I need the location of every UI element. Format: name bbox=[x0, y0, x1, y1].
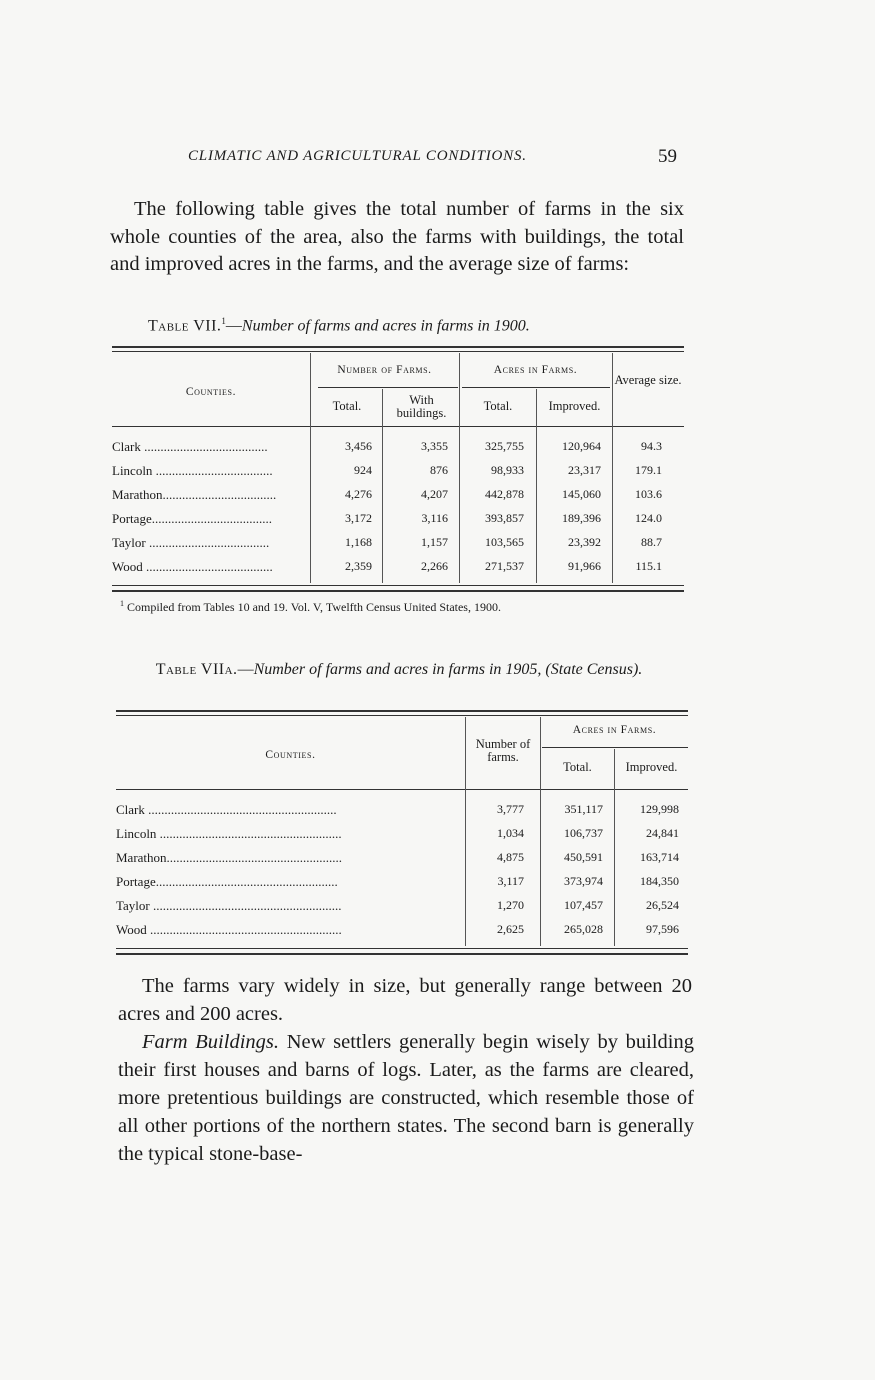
number-of-farms: 1,034 bbox=[497, 826, 524, 840]
average-size: 179.1 bbox=[635, 463, 662, 477]
county-name: Marathon...................................................... bbox=[116, 850, 343, 865]
farms-with-buildings: 2,266 bbox=[421, 559, 448, 573]
table7-header-counties: Counties. bbox=[185, 386, 237, 398]
intro-paragraph: The following table gives the total number of farms in the six whole counties of the area, also the farms with buildings, the total and improved acres in the farms, and the average size of farms: bbox=[110, 198, 684, 275]
farms-total: 924 bbox=[354, 463, 372, 477]
county-name: Marathon................................... bbox=[112, 487, 277, 502]
table7a-row bbox=[0, 850, 875, 872]
county-name: Clark .......................................................... bbox=[116, 802, 337, 817]
table7-row bbox=[0, 439, 875, 461]
table7-caption-title: Number of farms and acres in farms in 1900. bbox=[241, 317, 530, 335]
farms-with-buildings: 3,355 bbox=[421, 439, 448, 453]
table7a-row bbox=[0, 898, 875, 920]
acres-total: 325,755 bbox=[485, 439, 524, 453]
county-name: Portage..................................... bbox=[112, 511, 272, 526]
acres-improved: 145,060 bbox=[562, 487, 601, 501]
farm-buildings-body: New settlers generally begin wisely by building their first houses and barns of logs. Later, as the farms are cleared, more pretentious buildings are constructed, which resemble those of all other portions of the northern states. The second barn is generally the typical stone-base- bbox=[118, 1031, 695, 1165]
table7-row bbox=[0, 511, 875, 533]
acres-improved: 97,596 bbox=[646, 922, 679, 936]
acres-total: 442,878 bbox=[485, 487, 524, 501]
farms-total: 4,276 bbox=[345, 487, 372, 501]
table7-header-improved: Improved. bbox=[548, 399, 601, 413]
acres-total: 265,028 bbox=[564, 922, 603, 936]
table7-header-total: Total. bbox=[332, 399, 362, 413]
table7a-header-counties: Counties. bbox=[265, 749, 316, 761]
acres-improved: 24,841 bbox=[646, 826, 679, 840]
acres-improved: 163,714 bbox=[640, 850, 679, 864]
table7-header-average-size: Average size. bbox=[614, 373, 682, 387]
average-size: 94.3 bbox=[641, 439, 662, 453]
farms-total: 3,172 bbox=[345, 511, 372, 525]
farms-total: 2,359 bbox=[345, 559, 372, 573]
table7a-row bbox=[0, 826, 875, 848]
farm-size-paragraph: The farms vary widely in size, but generally range between 20 acres and 200 acres. bbox=[118, 975, 692, 1025]
acres-improved: 26,524 bbox=[646, 898, 679, 912]
acres-improved: 23,317 bbox=[568, 463, 601, 477]
county-name: Portage........................................................ bbox=[116, 874, 338, 889]
table7a-header-rule bbox=[116, 789, 688, 790]
number-of-farms: 3,777 bbox=[497, 802, 524, 816]
average-size: 88.7 bbox=[641, 535, 662, 549]
table7a-header-total: Total. bbox=[563, 760, 592, 774]
number-of-farms: 1,270 bbox=[497, 898, 524, 912]
table7a-top-rule bbox=[116, 710, 688, 712]
table7-row bbox=[0, 535, 875, 557]
table7-top-rule bbox=[112, 346, 684, 348]
farms-with-buildings: 1,157 bbox=[421, 535, 448, 549]
table7-caption-dash: — bbox=[225, 317, 242, 335]
acres-improved: 189,396 bbox=[562, 511, 601, 525]
farms-total: 1,168 bbox=[345, 535, 372, 549]
acres-total: 351,117 bbox=[564, 802, 603, 816]
table7-header-with-buildings: With buildings. bbox=[396, 393, 447, 420]
acres-total: 373,974 bbox=[564, 874, 603, 888]
farms-total: 3,456 bbox=[345, 439, 372, 453]
farms-with-buildings: 4,207 bbox=[421, 487, 448, 501]
running-head: CLIMATIC AND AGRICULTURAL CONDITIONS. bbox=[188, 148, 527, 164]
footnote-text: Compiled from Tables 10 and 19. Vol. V, Twelfth Census United States, 1900. bbox=[127, 600, 501, 614]
table7a-header-acres-in-farms: Acres in Farms. bbox=[572, 724, 657, 736]
table7-group-rule-1 bbox=[318, 387, 458, 388]
table7a-header-improved: Improved. bbox=[625, 760, 678, 774]
acres-total: 98,933 bbox=[491, 463, 524, 477]
acres-improved: 184,350 bbox=[640, 874, 679, 888]
table7-caption bbox=[148, 316, 668, 335]
farms-with-buildings: 876 bbox=[430, 463, 448, 477]
table7a-row bbox=[0, 802, 875, 824]
number-of-farms: 4,875 bbox=[497, 850, 524, 864]
table7-header-acres-in-farms: Acres in Farms. bbox=[493, 364, 578, 376]
table7-footnote bbox=[120, 599, 501, 615]
table7a-caption-label: Table VIIa. bbox=[155, 661, 238, 678]
county-name: Clark ...................................... bbox=[112, 439, 268, 454]
farm-buildings-lead: Farm Buildings. bbox=[142, 1031, 279, 1053]
acres-total: 103,565 bbox=[485, 535, 524, 549]
table7a-header-number-of-farms: Number of farms. bbox=[475, 737, 531, 764]
table7a-bottom-rule-2 bbox=[116, 953, 688, 955]
county-name: Taylor ..................................... bbox=[112, 535, 270, 550]
table7-header-number-of-farms: Number of Farms. bbox=[337, 364, 432, 376]
farms-with-buildings: 3,116 bbox=[421, 511, 448, 525]
county-name: Lincoln ........................................................ bbox=[116, 826, 342, 841]
table7-top-rule-2 bbox=[112, 351, 684, 352]
county-name: Wood ....................................... bbox=[112, 559, 273, 574]
acres-total: 450,591 bbox=[564, 850, 603, 864]
table7-row bbox=[0, 487, 875, 509]
table7-row bbox=[0, 559, 875, 581]
average-size: 115.1 bbox=[635, 559, 662, 573]
acres-total: 393,857 bbox=[485, 511, 524, 525]
table7a-caption-dash: — bbox=[237, 661, 254, 678]
average-size: 103.6 bbox=[635, 487, 662, 501]
table7a-row bbox=[0, 874, 875, 896]
table7-bottom-rule-2 bbox=[112, 590, 684, 592]
table7-row bbox=[0, 463, 875, 485]
farm-buildings-paragraph bbox=[118, 1028, 694, 1168]
number-of-farms: 3,117 bbox=[497, 874, 524, 888]
acres-improved: 120,964 bbox=[562, 439, 601, 453]
page-number: 59 bbox=[658, 146, 677, 167]
acres-total: 107,457 bbox=[564, 898, 603, 912]
table7a-caption bbox=[112, 660, 686, 680]
county-name: Lincoln .................................... bbox=[112, 463, 273, 478]
table7a-group-rule bbox=[542, 747, 688, 748]
footnote-mark: 1 bbox=[120, 599, 124, 608]
county-name: Taylor .......................................................... bbox=[116, 898, 342, 913]
acres-total: 106,737 bbox=[564, 826, 603, 840]
acres-improved: 91,966 bbox=[568, 559, 601, 573]
county-name: Wood ........................................................... bbox=[116, 922, 342, 937]
table7a-bottom-rule bbox=[116, 948, 688, 949]
table7-header-acres-total: Total. bbox=[483, 399, 513, 413]
table7-group-rule-2 bbox=[462, 387, 610, 388]
average-size: 124.0 bbox=[635, 511, 662, 525]
table7-header-rule bbox=[112, 426, 684, 427]
table7-bottom-rule bbox=[112, 585, 684, 586]
table7a-top-rule-2 bbox=[116, 715, 688, 716]
table7a-row bbox=[0, 922, 875, 944]
acres-improved: 129,998 bbox=[640, 802, 679, 816]
number-of-farms: 2,625 bbox=[497, 922, 524, 936]
table7a-caption-title: Number of farms and acres in farms in 1905, (State Census). bbox=[253, 661, 643, 678]
acres-improved: 23,392 bbox=[568, 535, 601, 549]
table7-caption-label: Table VII. bbox=[148, 317, 222, 335]
table7-caption-ref: 1 bbox=[221, 316, 226, 326]
acres-total: 271,537 bbox=[485, 559, 524, 573]
